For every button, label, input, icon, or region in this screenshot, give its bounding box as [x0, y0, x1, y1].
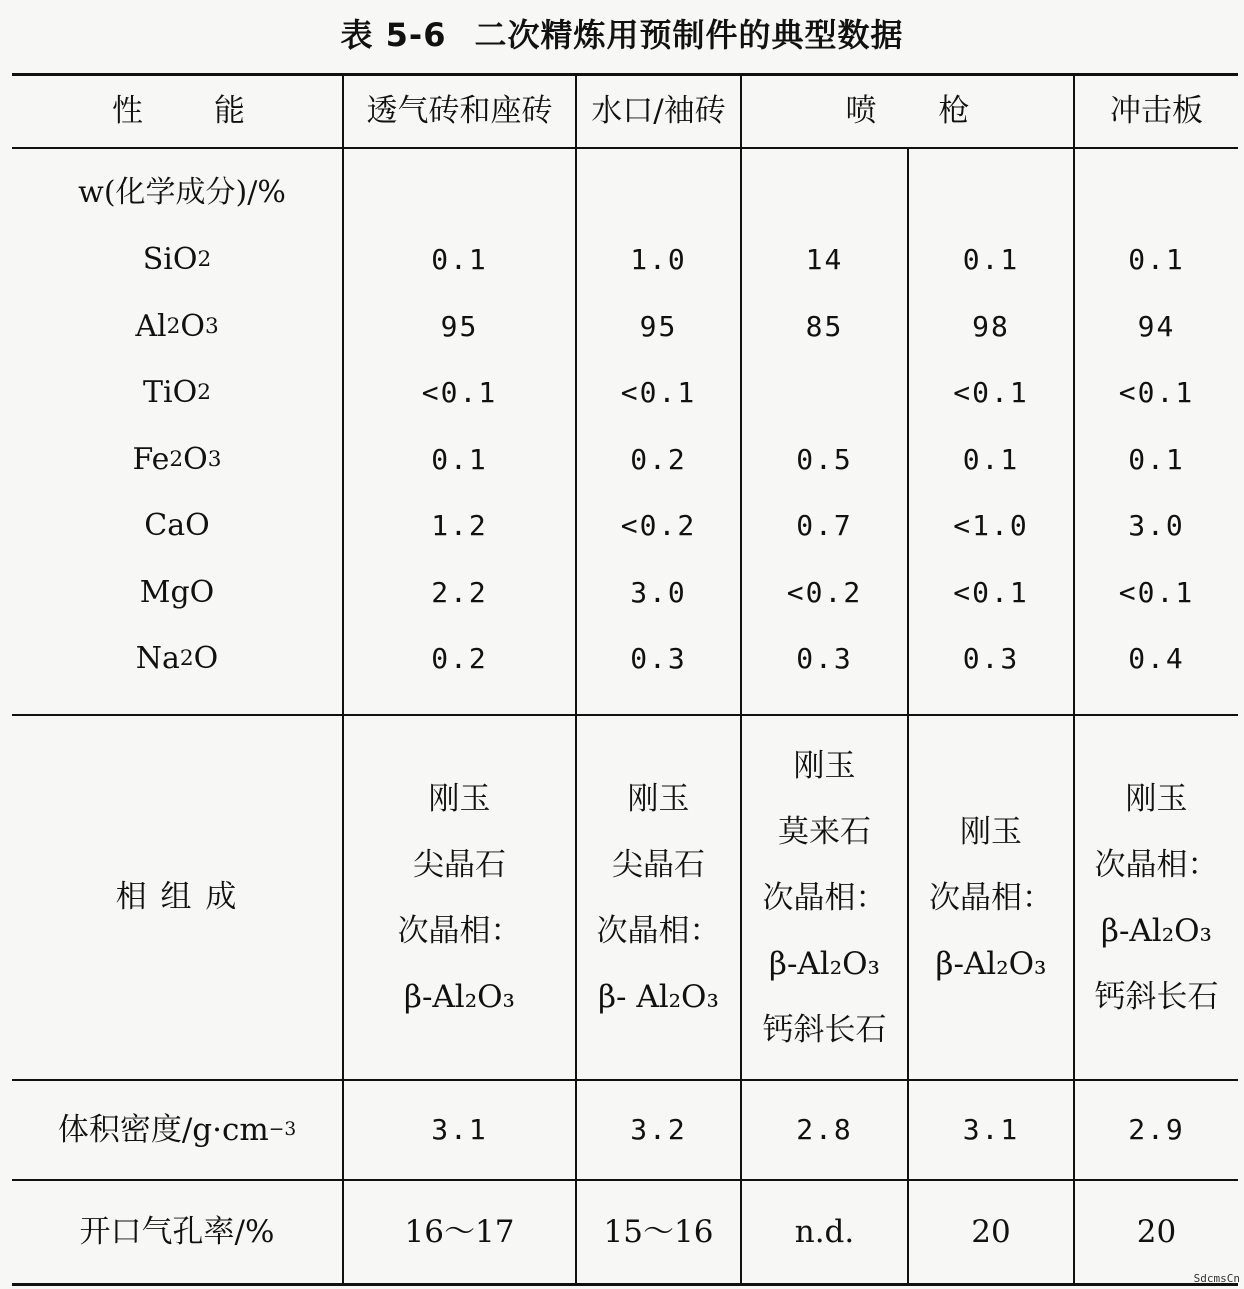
table-cell: <0.1 [953, 376, 1029, 409]
formula-text: TiO [143, 375, 198, 410]
density-cell: 2.8 [796, 1113, 853, 1146]
table-cell: 0.3 [630, 642, 687, 675]
table-cell: 0.2 [630, 442, 687, 476]
phase-stack [597, 766, 721, 1030]
header-col-nozzle: 水口/袖砖 [591, 93, 726, 129]
table-cell: 0.4 [1128, 642, 1185, 675]
table-cell: <0.1 [620, 376, 697, 409]
watermark: SdcmsCn [1193, 1272, 1240, 1285]
phase-line: 钙斜长石 [762, 1011, 887, 1048]
density-cell: 2.9 [1128, 1113, 1185, 1146]
chemistry-label: w(化学成分)/% [78, 175, 286, 210]
formula-text: O [183, 441, 208, 477]
rule-header [12, 147, 1238, 149]
table-cell: 0.5 [796, 442, 853, 476]
header-col-purge-plug: 透气砖和座砖 [366, 93, 553, 129]
formula-text: CaO [144, 508, 210, 543]
phase-cell [742, 716, 907, 1079]
table-cell: 0.1 [962, 243, 1020, 276]
phase-stack [398, 766, 522, 1030]
table-cell: 95 [639, 309, 678, 343]
porosity-label: 开口气孔率/% [79, 1213, 275, 1250]
formula-text: Na [135, 641, 180, 676]
table-cell: 1.0 [630, 243, 687, 276]
phase-line: 尖晶石 [612, 846, 705, 883]
density-cell: 3.1 [962, 1113, 1020, 1146]
table-cell: 0.1 [431, 243, 488, 276]
phase-line: 次晶相： [762, 879, 887, 916]
phase-line: 次晶相： [929, 879, 1053, 916]
formula-label: Na 2 O [135, 641, 219, 676]
table-cell: 0.1 [1128, 243, 1185, 276]
phase-stack [763, 733, 887, 1063]
formula-label: Fe 2 O 3 [132, 441, 222, 477]
table-cell: <0.1 [1118, 575, 1195, 609]
table-cell: 14 [805, 243, 844, 276]
header-col-lance: 喷 枪 [845, 93, 970, 129]
data-table [12, 73, 1238, 1286]
table-cell: <0.2 [620, 509, 697, 542]
phase-line: 刚玉 [1125, 780, 1188, 817]
table-number: 表 5-6 [340, 16, 447, 54]
porosity-cell: 20 [971, 1213, 1011, 1250]
table-cell: <0.1 [1118, 376, 1195, 409]
phase-line: β-Al₂O₃ [404, 978, 515, 1015]
formula-label: Al 2 O 3 [135, 308, 219, 344]
phase-line: β-Al₂O₃ [935, 945, 1047, 982]
phase-stack [1095, 766, 1219, 1030]
formula-text: O [180, 308, 205, 344]
table-cell: 0.1 [431, 442, 488, 476]
porosity-cell: 20 [1136, 1213, 1177, 1250]
formula-label [72, 496, 282, 556]
table-cell: <1.0 [953, 509, 1029, 542]
table-cell: 1.2 [431, 509, 488, 542]
phase-line: 莫来石 [778, 813, 871, 850]
phase-cell [909, 716, 1073, 1079]
phase-line: 刚玉 [793, 747, 856, 784]
phase-line: 次晶相： [1094, 846, 1219, 883]
phase-cell [577, 716, 740, 1079]
table-caption [0, 10, 1244, 56]
phase-line: 次晶相： [397, 912, 522, 949]
table-cell: 98 [972, 309, 1010, 343]
table-title: 二次精炼用预制件的典型数据 [474, 16, 904, 54]
formula-label: TiO 2 [143, 375, 211, 410]
phase-line: β- Al₂O₃ [598, 978, 719, 1015]
phase-line: 尖晶石 [413, 846, 506, 883]
table-cell: 0.3 [796, 642, 853, 675]
table-cell: <0.1 [953, 575, 1029, 609]
table-cell: 0.3 [962, 642, 1020, 675]
phase-line: 钙斜长石 [1094, 978, 1219, 1015]
phase-line: 刚玉 [428, 780, 491, 817]
porosity-cell: 15～16 [603, 1213, 714, 1250]
table-cell: <0.1 [421, 376, 498, 409]
formula-text: SiO [142, 242, 198, 277]
density-cell: 3.1 [431, 1113, 488, 1146]
table-cell: 0.7 [796, 509, 853, 542]
density-cell: 3.2 [630, 1113, 687, 1146]
formula-text: MgO [139, 574, 215, 610]
formula-text: Fe [132, 441, 170, 477]
table-cell [742, 363, 907, 423]
density-label-text: 体积密度/g·cm [57, 1111, 269, 1148]
table-cell: 85 [805, 309, 844, 343]
table-cell: 0.2 [431, 642, 488, 675]
table-cell: 95 [440, 309, 479, 343]
table-cell: 2.2 [431, 575, 488, 609]
table-cell: 3.0 [1128, 509, 1185, 542]
table-cell: 0.1 [1128, 442, 1185, 476]
formula-text: O [193, 641, 219, 676]
phase-stack [929, 799, 1053, 997]
rule-bottom [12, 1283, 1238, 1286]
table-cell: 94 [1137, 309, 1176, 343]
phase-line: β-Al₂O₃ [769, 945, 880, 982]
table-cell: 3.0 [630, 575, 687, 609]
phase-line: 次晶相： [596, 912, 721, 949]
porosity-cell: n.d. [794, 1213, 855, 1250]
porosity-cell: 16～17 [404, 1213, 515, 1250]
phase-cell [1075, 716, 1238, 1079]
header-property: 性 能 [112, 93, 248, 129]
phase-label: 相 组 成 [115, 879, 239, 915]
phase-line: β-Al₂O₃ [1101, 912, 1212, 949]
header-col-impact-pad: 冲击板 [1110, 93, 1203, 129]
formula-label: SiO 2 [142, 242, 212, 277]
table-cell: <0.2 [786, 575, 863, 609]
formula-text: Al [135, 308, 167, 344]
phase-line: 刚玉 [960, 813, 1022, 850]
density-label: 体积密度/g·cm −3 [57, 1111, 297, 1148]
formula-label [72, 563, 282, 623]
phase-cell [344, 716, 575, 1079]
table-cell: 0.1 [962, 442, 1020, 476]
phase-line: 刚玉 [627, 780, 690, 817]
